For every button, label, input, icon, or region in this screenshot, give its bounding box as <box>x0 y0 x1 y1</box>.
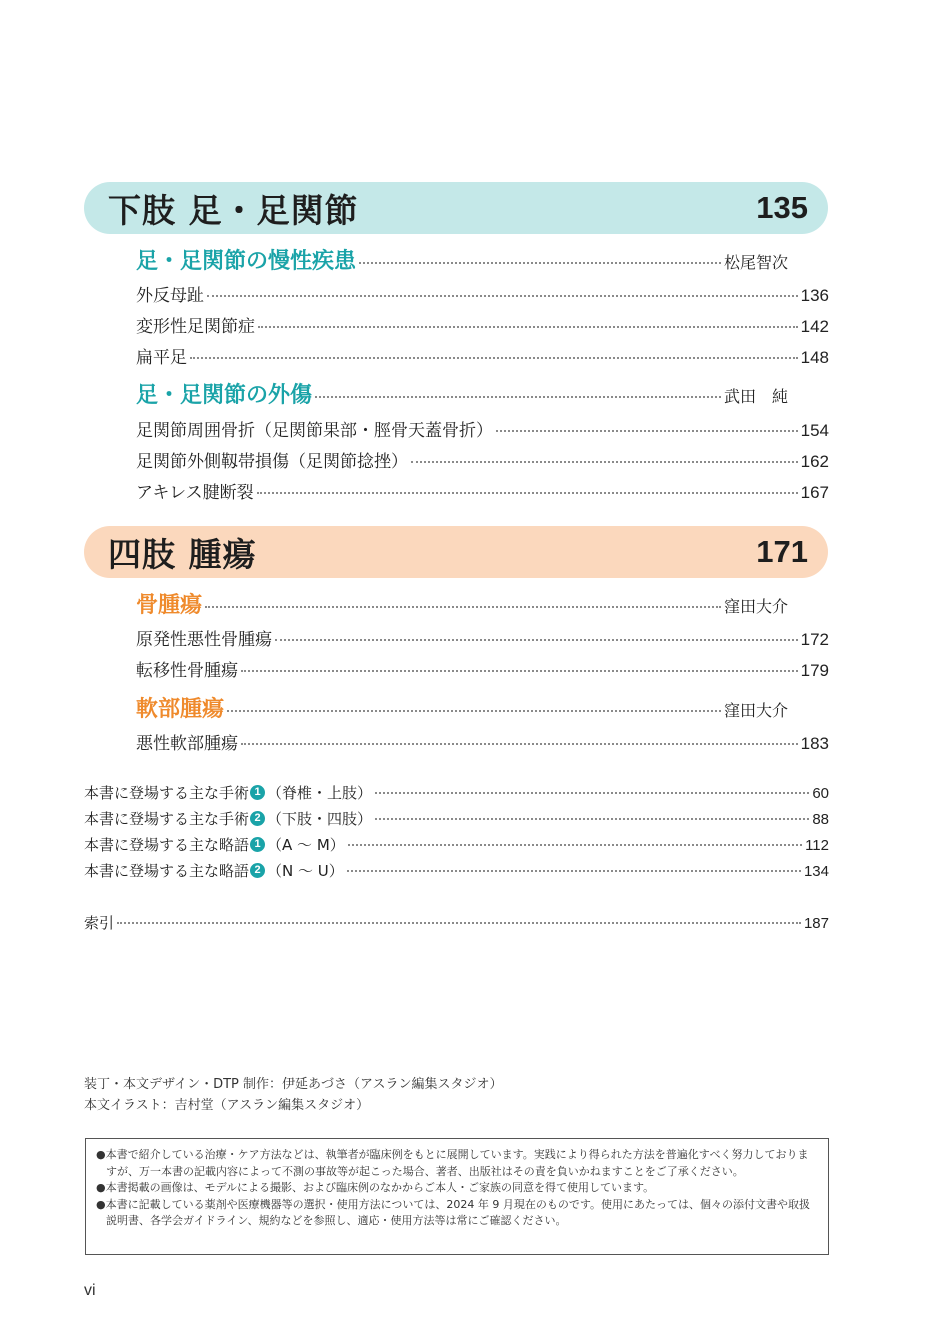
leader-dots <box>205 606 721 608</box>
toc-entry[interactable] <box>136 281 829 306</box>
part-page-number: 171 <box>756 534 808 569</box>
entry-page: 148 <box>800 348 829 367</box>
part-heading-lower-limb <box>84 182 828 234</box>
section-title: 足・足関節の外傷 <box>136 383 313 408</box>
section-author: 窪田大介 <box>723 597 788 616</box>
appendix-entry[interactable] <box>84 808 829 829</box>
entry-page: 154 <box>800 421 829 440</box>
illustration-credit: 本文イラスト：吉村堂（アスラン編集スタジオ） <box>84 1098 370 1113</box>
leader-dots <box>315 396 721 398</box>
leader-dots <box>348 844 802 846</box>
entry-title: 原発性悪性骨腫瘍 <box>136 630 272 650</box>
circled-number-badge: 2 <box>250 863 265 878</box>
appendix-title-text: 本書に登場する主な略語 <box>84 862 250 880</box>
leader-dots <box>190 357 798 359</box>
entry-page: 179 <box>800 661 829 680</box>
section-title: 骨腫瘍 <box>136 593 203 618</box>
entry-title: 足関節周囲骨折（足関節果部・脛骨天蓋骨折） <box>136 421 493 441</box>
entry-title: 変形性足関節症 <box>136 317 255 337</box>
leader-dots <box>347 870 801 872</box>
entry-page: 112 <box>805 837 829 854</box>
entry-title: 足関節外側靱帯損傷（足関節捻挫） <box>136 452 408 472</box>
section-title: 軟部腫瘍 <box>136 697 225 722</box>
appendix-title <box>84 808 372 829</box>
disclaimer-box <box>85 1138 829 1255</box>
entry-page: 183 <box>800 734 829 753</box>
appendix-title-range: （脊椎・上肢） <box>267 784 373 802</box>
leader-dots <box>258 326 798 328</box>
toc-entry[interactable] <box>136 625 829 650</box>
disclaimer-paragraph: ●本書で紹介している治療・ケア方法などは、執筆者が臨床例をもとに展開しています。実践により得られた方法を普遍化すべく努力しておりますが、万一本書の記載内容によって不測の事故等が起こった場合、著者、出版社はその責を負いかねますことをご了承ください。 <box>96 1148 809 1178</box>
entry-page: 187 <box>803 915 829 932</box>
entry-title: 扁平足 <box>136 348 187 368</box>
index-entry[interactable] <box>84 912 829 933</box>
entry-title: 転移性骨腫瘍 <box>136 661 238 681</box>
appendix-title <box>84 782 372 803</box>
entry-page: 88 <box>812 811 829 828</box>
appendix-title <box>84 860 344 881</box>
entry-page: 167 <box>800 483 829 502</box>
leader-dots <box>375 818 809 820</box>
toc-entry[interactable] <box>136 478 829 503</box>
section-heading[interactable] <box>136 692 788 723</box>
entry-title: 外反母趾 <box>136 286 204 306</box>
appendix-title <box>84 834 345 855</box>
leader-dots <box>227 710 721 712</box>
appendix-entry[interactable] <box>84 782 829 803</box>
entry-title: アキレス腱断裂 <box>136 483 254 503</box>
circled-number-badge: 2 <box>250 811 265 826</box>
leader-dots <box>241 743 798 745</box>
toc-entry[interactable] <box>136 656 829 681</box>
section-heading[interactable] <box>136 588 788 619</box>
part-title: 下肢 足・足関節 <box>108 190 359 230</box>
section-author: 窪田大介 <box>723 701 788 720</box>
leader-dots <box>411 461 798 463</box>
toc-entry[interactable] <box>136 729 829 754</box>
toc-entry[interactable] <box>136 312 829 337</box>
toc-entry[interactable] <box>136 447 829 472</box>
page-folio: vi <box>84 1282 96 1299</box>
section-author: 武田 純 <box>723 387 788 406</box>
entry-page: 136 <box>800 286 829 305</box>
appendix-title-text: 本書に登場する主な手術 <box>84 784 250 802</box>
leader-dots <box>257 492 798 494</box>
part-heading-limb-tumors <box>84 526 828 578</box>
section-title: 足・足関節の慢性疾患 <box>136 249 357 274</box>
entry-page: 162 <box>800 452 829 471</box>
appendix-title-range: （A ～ M） <box>267 836 345 854</box>
index-title: 索引 <box>84 914 115 932</box>
leader-dots <box>207 295 798 297</box>
disclaimer-paragraph: ●本書掲載の画像は、モデルによる撮影、および臨床例のなかからご本人・ご家族の同意を得て使用しています。 <box>96 1181 655 1194</box>
circled-number-badge: 1 <box>250 785 265 800</box>
entry-page: 142 <box>800 317 829 336</box>
appendix-title-range: （N ～ U） <box>267 862 344 880</box>
leader-dots <box>241 670 798 672</box>
leader-dots <box>275 639 798 641</box>
entry-page: 134 <box>803 863 829 880</box>
circled-number-badge: 1 <box>250 837 265 852</box>
appendix-title-range: （下肢・四肢） <box>267 810 373 828</box>
leader-dots <box>117 922 801 924</box>
disclaimer-paragraph: ●本書に記載している薬剤や医療機器等の選択・使用方法については、2024 年 9 月現在のものです。使用にあたっては、個々の添付文書や取扱説明書、各学会ガイドライン、規約などを参照し、適応・使用方法等は常にご確認ください。 <box>96 1197 810 1227</box>
leader-dots <box>359 262 721 264</box>
appendix-entry[interactable] <box>84 834 829 855</box>
design-credit: 装丁・本文デザイン・DTP 制作：伊延あづさ（アスラン編集スタジオ） <box>84 1077 503 1092</box>
entry-page: 60 <box>812 785 829 802</box>
section-heading[interactable] <box>136 378 788 409</box>
leader-dots <box>496 430 798 432</box>
leader-dots <box>375 792 809 794</box>
appendix-title-text: 本書に登場する主な手術 <box>84 810 250 828</box>
section-heading[interactable] <box>136 244 788 275</box>
appendix-entry[interactable] <box>84 860 829 881</box>
part-page-number: 135 <box>756 190 808 225</box>
entry-title: 悪性軟部腫瘍 <box>136 734 238 754</box>
entry-page: 172 <box>800 630 829 649</box>
toc-entry[interactable] <box>136 416 829 441</box>
toc-entry[interactable] <box>136 343 829 368</box>
section-author: 松尾智次 <box>723 253 788 272</box>
appendix-title-text: 本書に登場する主な略語 <box>84 836 250 854</box>
part-title: 四肢 腫瘍 <box>108 534 257 574</box>
